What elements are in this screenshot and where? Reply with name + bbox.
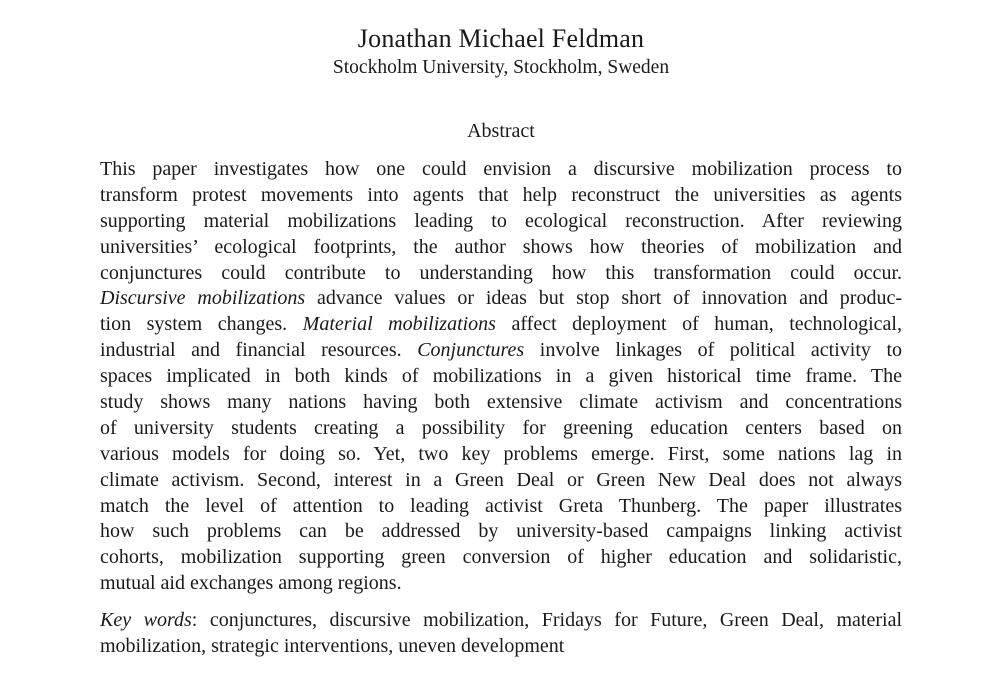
abstract-line	[100, 571, 902, 597]
abstract-line	[100, 157, 902, 183]
author-block	[0, 22, 987, 81]
abstract-line	[100, 519, 902, 545]
abstract-text: match the level of attention to leading activist Greta Thunberg. The paper illustrates	[100, 494, 902, 517]
abstract-line	[100, 416, 902, 442]
abstract-text: affect deployment of human, technological,	[495, 313, 902, 336]
keywords	[100, 608, 902, 660]
abstract-line	[100, 183, 902, 209]
keywords-text-1: conjunctures, discursive mobilization, Fridays for Future, Green Deal, material	[209, 609, 903, 631]
abstract-line	[100, 286, 902, 312]
abstract-text: involve linkages of political activity to	[524, 339, 903, 362]
abstract-line	[100, 338, 902, 364]
abstract-text: how such problems can be addressed by university-based campaigns linking activist	[100, 520, 902, 543]
abstract-text: This paper investigates how one could envision a discursive mobilization process to	[100, 158, 902, 180]
abstract-term: Conjunctures	[417, 339, 525, 362]
abstract-line	[100, 312, 902, 338]
abstract-text: transform protest movements into agents that help reconstruct the universities as agents	[100, 183, 902, 206]
abstract-text: tion system changes.	[100, 313, 303, 336]
abstract-text: various models for doing so. Yet, two key problems emerge. First, some nations lag in	[100, 442, 902, 465]
abstract-term: Discursive mobilizations	[100, 287, 306, 310]
abstract-text: spaces implicated in both kinds of mobilizations in a given historical time frame. The	[100, 365, 902, 388]
abstract-body	[100, 157, 902, 597]
abstract-line	[100, 390, 902, 416]
abstract-text: of university students creating a possibility for greening education centers based on	[100, 416, 902, 439]
abstract-text: industrial and financial resources.	[100, 339, 418, 362]
abstract-line	[100, 494, 902, 520]
author-name: Jonathan Michael Feldman	[357, 24, 645, 53]
abstract-line	[100, 545, 902, 571]
keywords-separator: :	[191, 609, 210, 631]
keywords-line-2	[100, 634, 902, 660]
abstract-term: Material mobilizations	[302, 313, 496, 336]
abstract-text: mutual aid exchanges among regions.	[100, 572, 402, 595]
abstract-line	[100, 442, 902, 468]
abstract-text: conjunctures could contribute to understanding how this transformation could occur.	[100, 261, 902, 284]
abstract-text: advance values or ideas but stop short of innovation and produc-	[305, 287, 902, 310]
abstract-line	[100, 261, 902, 287]
keywords-line-1	[100, 608, 902, 634]
abstract-line	[100, 364, 902, 390]
abstract-line	[100, 468, 902, 494]
abstract-heading: Abstract	[467, 120, 535, 142]
abstract-text: cohorts, mobilization supporting green conversion of higher education and solidaristic,	[100, 546, 902, 569]
abstract-text: universities’ ecological footprints, the author shows how theories of mobilization and	[100, 235, 902, 258]
abstract-text: study shows many nations having both extensive climate activism and concentrations	[100, 391, 902, 414]
abstract-line	[100, 209, 902, 235]
keywords-label: Key words	[100, 609, 192, 631]
abstract-line	[100, 235, 902, 261]
abstract-text: supporting material mobilizations leading to ecological reconstruction. After reviewing	[100, 209, 902, 232]
keywords-text-2: mobilization, strategic interventions, uneven development	[100, 634, 565, 657]
abstract-text: climate activism. Second, interest in a Green Deal or Green New Deal does not always	[100, 468, 902, 491]
author-affiliation: Stockholm University, Stockholm, Sweden	[332, 57, 670, 78]
